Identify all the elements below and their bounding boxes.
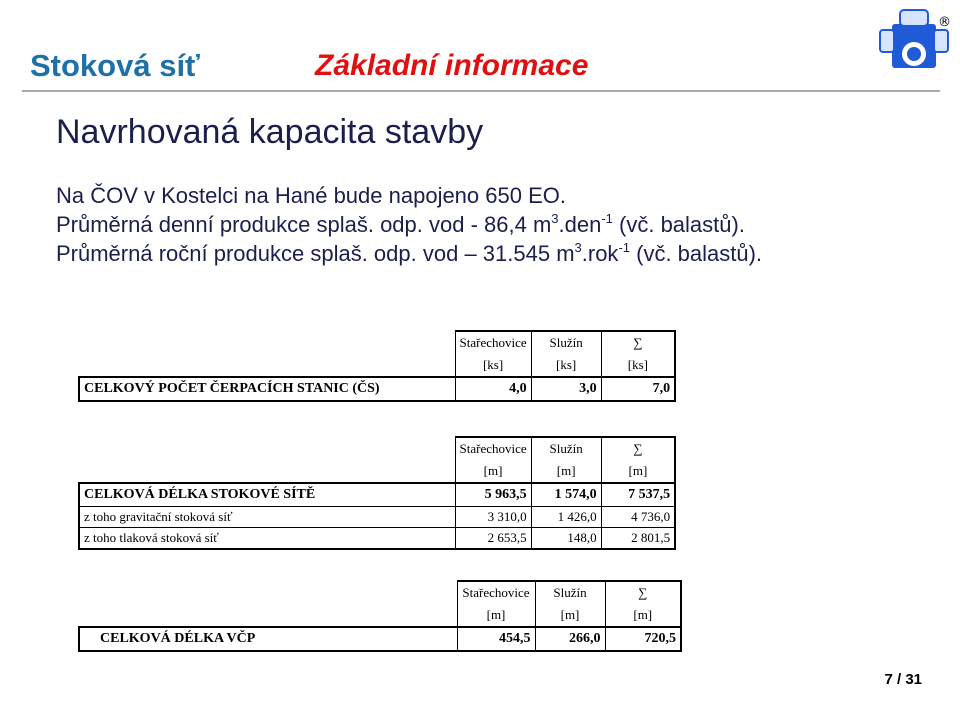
info-line-2: Průměrná denní produkce splaš. odp. vod - 86,4 $m^3.den^{-1}$ (vč. balastů). <box>56 211 745 237</box>
unit-header: [ks] <box>601 354 675 377</box>
info-line-3: Průměrná roční produkce splaš. odp. vod – 31.545 $m^3.rok^{-1}$ (vč. balastů). <box>56 240 763 266</box>
unit-header: [m] <box>601 460 675 483</box>
unit-header: [m] <box>455 460 531 483</box>
col-header: Služín <box>535 581 605 604</box>
page-number: 7 / 31 <box>884 671 922 688</box>
company-logo-icon <box>872 4 954 86</box>
table-row: CELKOVÝ POČET ČERPACÍCH STANIC (ČS) 4,0 3,0 7,0 <box>79 377 675 401</box>
table-row: CELKOVÁ DÉLKA STOKOVÉ SÍTĚ 5 963,5 1 574,0 7 537,5 <box>79 483 675 507</box>
section-title: Stoková síť <box>30 48 200 83</box>
page-heading: Navrhovaná kapacita stavby <box>56 113 484 151</box>
unit-header: [m] <box>535 604 605 627</box>
unit-header: [ks] <box>455 354 531 377</box>
col-header: Stařechovice <box>457 581 535 604</box>
vcp-length-table <box>78 580 682 652</box>
table-row: CELKOVÁ DÉLKA VČP 454,5 266,0 720,5 <box>79 627 681 651</box>
col-header: ∑ <box>601 331 675 354</box>
registered-mark: ® <box>938 15 951 30</box>
unit-header: [m] <box>605 604 681 627</box>
slide-title: Základní informace <box>315 49 589 82</box>
info-line-1: Na ČOV v Kostelci na Hané bude napojeno 650 EO. <box>56 183 566 208</box>
col-header: Služín <box>531 437 601 460</box>
sewer-length-table <box>78 436 676 550</box>
col-header: Stařechovice <box>455 331 531 354</box>
table-row: z toho gravitační stoková síť 3 310,0 1 426,0 4 736,0 <box>79 507 675 528</box>
col-header: Služín <box>531 331 601 354</box>
col-header: ∑ <box>601 437 675 460</box>
col-header: Stařechovice <box>455 437 531 460</box>
header-divider <box>22 90 940 92</box>
pump-stations-table <box>78 330 676 402</box>
unit-header: [m] <box>457 604 535 627</box>
col-header: ∑ <box>605 581 681 604</box>
unit-header: [m] <box>531 460 601 483</box>
table-row: z toho tlaková stoková síť 2 653,5 148,0 2 801,5 <box>79 528 675 550</box>
unit-header: [ks] <box>531 354 601 377</box>
